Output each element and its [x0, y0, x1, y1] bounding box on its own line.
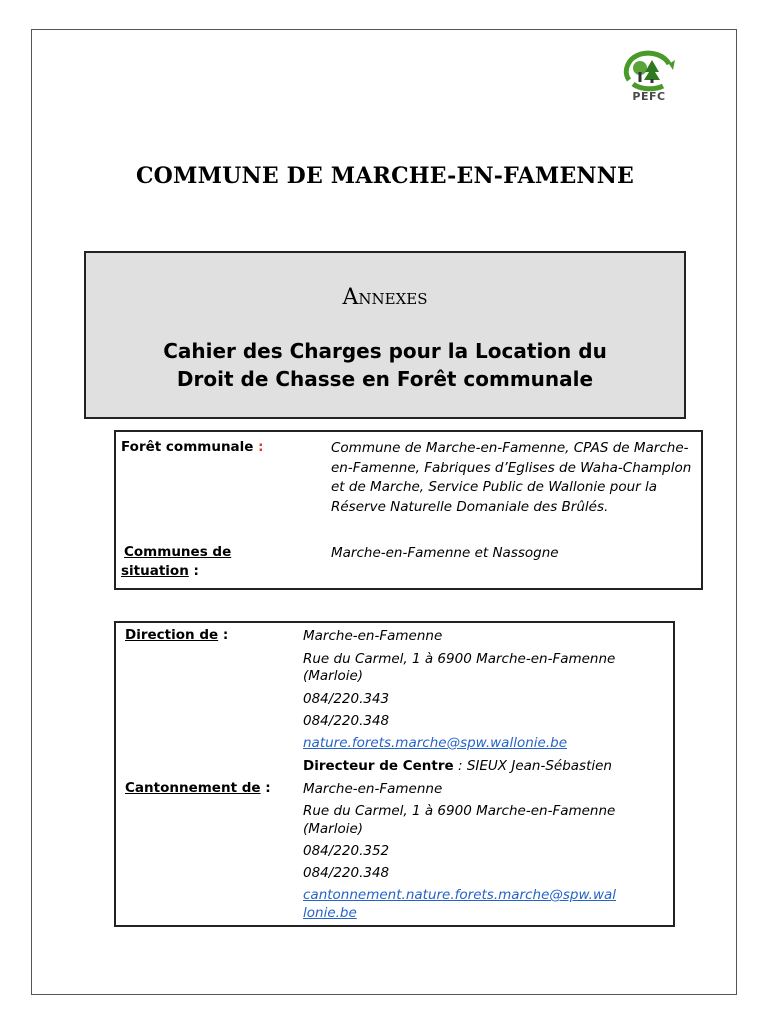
foret-colon: : — [258, 439, 264, 455]
communes-value: Marche-en-Famenne et Nassogne — [331, 545, 559, 561]
direction-email-line — [303, 734, 567, 753]
direction-address-line1: Rue du Carmel, 1 à 6900 Marche-en-Famenne — [303, 651, 616, 667]
annex-subtitle — [86, 337, 684, 393]
communes-label-line1 — [124, 544, 231, 560]
cantonnement-colon: : — [265, 780, 271, 796]
direction-fax: 084/220.348 — [303, 713, 390, 729]
pefc-logo — [619, 50, 679, 106]
communes-label-text2: situation — [121, 563, 189, 579]
cantonnement-email-link2[interactable]: lonie.be — [303, 905, 357, 921]
foret-label-text: Forêt communale — [121, 439, 254, 455]
cantonnement-address-line2: (Marloie) — [303, 821, 364, 837]
cantonnement-label — [125, 780, 271, 796]
cantonnement-label-text: Cantonnement de — [125, 780, 261, 796]
pefc-logo-icon — [619, 50, 679, 92]
cantonnement-fax: 084/220.348 — [303, 865, 390, 881]
communes-colon: : — [193, 563, 199, 579]
annex-title — [86, 285, 684, 310]
annex-header-box — [84, 251, 686, 419]
direction-label-text: Direction de — [125, 627, 219, 643]
page-title: COMMUNE DE MARCHE-EN-FAMENNE — [135, 163, 635, 189]
direction-name: Marche-en-Famenne — [303, 628, 443, 644]
direction-email-link[interactable]: nature.forets.marche@spw.wallonie.be — [303, 735, 567, 751]
cantonnement-email-link1[interactable]: cantonnement.nature.forets.marche@spw.wal — [303, 887, 617, 903]
cantonnement-name: Marche-en-Famenne — [303, 781, 443, 797]
director-line — [303, 757, 612, 776]
communes-label-line2 — [121, 563, 199, 579]
cantonnement-address-line1: Rue du Carmel, 1 à 6900 Marche-en-Famenne — [303, 803, 616, 819]
cantonnement-email-line1 — [303, 886, 616, 905]
communes-label-text1: Communes de — [124, 544, 232, 560]
forest-info-box — [114, 430, 703, 590]
direction-label — [125, 627, 228, 643]
pefc-logo-text: PEFC — [632, 90, 666, 103]
direction-phone: 084/220.343 — [303, 691, 390, 707]
director-label: Directeur de Centre — [303, 758, 454, 774]
cantonnement-phone: 084/220.352 — [303, 843, 390, 859]
annex-subtitle-line1: Cahier des Charges pour la Location du — [163, 339, 607, 363]
contact-info-box — [114, 621, 675, 927]
foret-label — [121, 439, 264, 455]
annex-title-text: Annexes — [342, 285, 428, 310]
direction-address-line2: (Marloie) — [303, 668, 364, 684]
foret-value: Commune de Marche-en-Famenne, CPAS de Marche-en-Famenne, Fabriques d’Eglises de Waha-Champlon et de Marche, Service Public de Wallonie pour la Réserve Naturelle Domaniale des Brûlés. — [331, 440, 692, 515]
annex-subtitle-line2: Droit de Chasse en Forêt communale — [176, 367, 594, 391]
director-value: : SIEUX Jean-Sébastien — [453, 758, 612, 774]
cantonnement-email-line2 — [303, 904, 357, 923]
direction-colon: : — [222, 627, 229, 643]
